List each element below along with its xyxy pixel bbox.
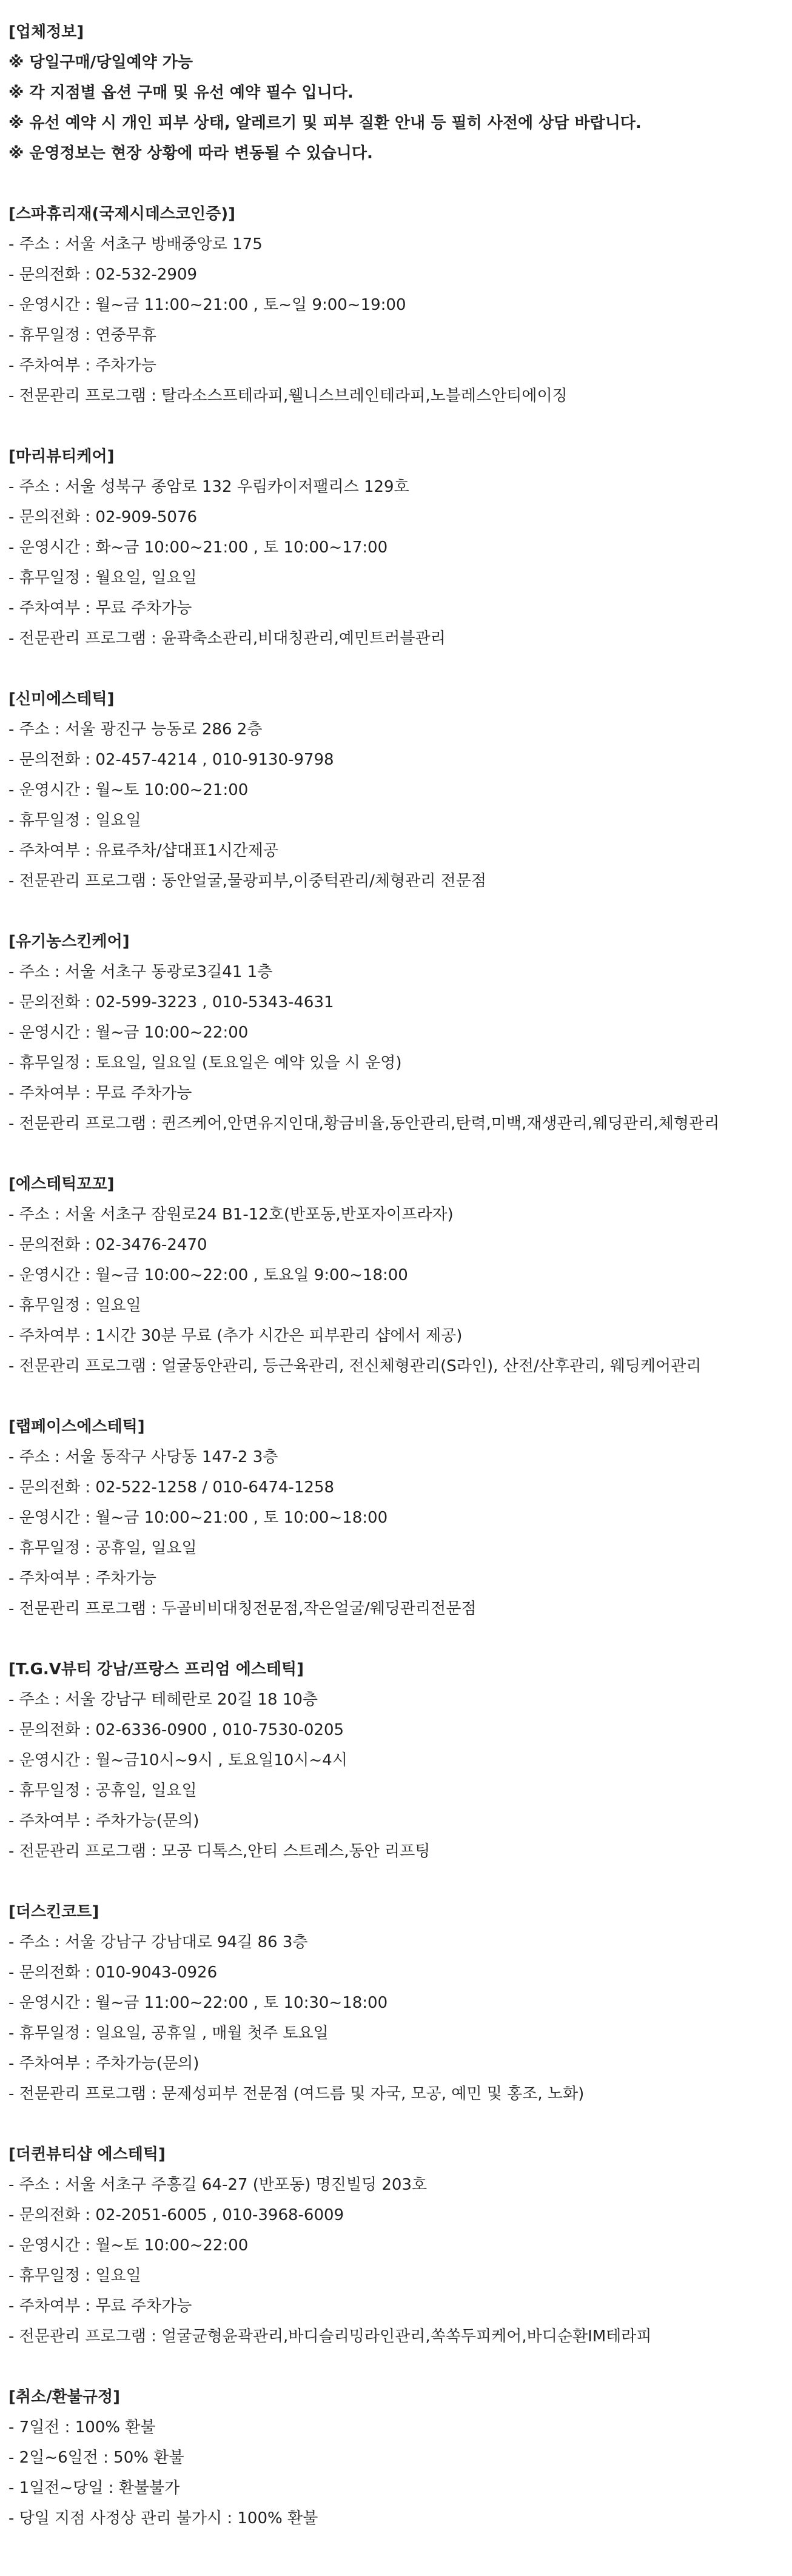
shop-programs: - 전문관리 프로그램 : 동안얼굴,물광피부,이중턱관리/체형관리 전문점 — [8, 872, 487, 890]
shop-section — [8, 1412, 792, 1624]
shop-phone: - 문의전화 : 02-3476-2470 — [8, 1236, 207, 1254]
shop-parking: - 주차여부 : 1시간 30분 무료 (추가 시간은 피부관리 샵에서 제공) — [8, 1327, 463, 1345]
shop-phone: - 문의전화 : 02-599-3223 , 010-5343-4631 — [8, 993, 334, 1011]
intro-heading: [업체정보] — [8, 23, 84, 41]
refund-policy-title: [취소/환불규정] — [8, 2388, 120, 2406]
shop-title: [스파휴리재(국제시데스코인증)] — [8, 205, 236, 223]
shop-programs: - 전문관리 프로그램 : 탈라소스프테라피,웰니스브레인테라피,노블레스안티에이징 — [8, 387, 568, 405]
shop-title: [마리뷰티케어] — [8, 448, 115, 466]
shop-address: - 주소 : 서울 동작구 사당동 147-2 3층 — [8, 1448, 278, 1466]
shop-parking: - 주차여부 : 주차가능 — [8, 1569, 156, 1588]
refund-rule: - 2일~6일전 : 50% 환불 — [8, 2449, 184, 2467]
shop-title: [랩페이스에스테틱] — [8, 1418, 145, 1436]
shop-address: - 주소 : 서울 강남구 테헤란로 20길 18 10층 — [8, 1691, 318, 1709]
shop-address: - 주소 : 서울 서초구 잠원로24 B1-12호(반포동,반포자이프라자) — [8, 1206, 454, 1224]
shop-section — [8, 2139, 792, 2352]
shop-hours: - 운영시간 : 월~금 10:00~22:00 — [8, 1024, 249, 1042]
shop-section — [8, 441, 792, 654]
shop-hours: - 운영시간 : 월~금 10:00~22:00 , 토요일 9:00~18:00 — [8, 1266, 408, 1284]
shop-hours: - 운영시간 : 월~금 10:00~21:00 , 토 10:00~18:00 — [8, 1509, 388, 1527]
shop-closed-days: - 휴무일정 : 일요일 — [8, 811, 141, 830]
shop-programs: - 전문관리 프로그램 : 얼굴균형윤곽관리,바디슬리밍라인관리,쏙쏙두피케어,바디순환IM테라피 — [8, 2327, 652, 2346]
shop-closed-days: - 휴무일정 : 토요일, 일요일 (토요일은 예약 있을 시 운영) — [8, 1054, 402, 1072]
shop-parking: - 주차여부 : 주차가능(문의) — [8, 1812, 200, 1830]
shop-section — [8, 199, 792, 411]
shop-closed-days: - 휴무일정 : 일요일, 공휴일 , 매월 첫주 토요일 — [8, 2024, 329, 2042]
shop-section — [8, 684, 792, 896]
shop-hours: - 운영시간 : 월~금 11:00~21:00 , 토~일 9:00~19:00 — [8, 296, 406, 314]
shop-hours: - 운영시간 : 화~금 10:00~21:00 , 토 10:00~17:00 — [8, 538, 388, 557]
shop-programs: - 전문관리 프로그램 : 모공 디톡스,안티 스트레스,동안 리프팅 — [8, 1842, 431, 1860]
shop-title: [유기농스킨케어] — [8, 933, 130, 951]
shop-address: - 주소 : 서울 서초구 동광로3길41 1층 — [8, 963, 273, 981]
shop-parking: - 주차여부 : 유료주차/샵대표1시간제공 — [8, 842, 278, 860]
shop-closed-days: - 휴무일정 : 공휴일, 일요일 — [8, 1782, 197, 1800]
shop-programs: - 전문관리 프로그램 : 문제성피부 전문점 (여드름 및 자국, 모공, 예민 및 홍조, 노화) — [8, 2085, 585, 2103]
shop-title: [T.G.V뷰티 강남/프랑스 프리엄 에스테틱] — [8, 1660, 304, 1679]
intro-note: ※ 운영정보는 현장 상황에 따라 변동될 수 있습니다. — [8, 144, 373, 163]
shop-closed-days: - 휴무일정 : 월요일, 일요일 — [8, 569, 197, 587]
shop-title: [더퀸뷰티샵 에스테틱] — [8, 2145, 166, 2164]
shop-phone: - 문의전화 : 02-6336-0900 , 010-7530-0205 — [8, 1721, 344, 1739]
shop-parking: - 주차여부 : 무료 주차가능 — [8, 1084, 192, 1102]
shop-section — [8, 927, 792, 1139]
shop-phone: - 문의전화 : 010-9043-0926 — [8, 1964, 218, 1982]
shop-closed-days: - 휴무일정 : 일요일 — [8, 1296, 141, 1315]
shop-address: - 주소 : 서울 강남구 강남대로 94길 86 3층 — [8, 1933, 308, 1951]
shop-address: - 주소 : 서울 서초구 방배중앙로 175 — [8, 235, 263, 253]
shop-phone: - 문의전화 : 02-532-2909 — [8, 266, 198, 284]
shop-parking: - 주차여부 : 주차가능(문의) — [8, 2054, 200, 2073]
intro-note: ※ 유선 예약 시 개인 피부 상태, 알레르기 및 피부 질환 안내 등 필히 사전에 상담 바랍니다. — [8, 114, 642, 132]
refund-policy-section — [8, 2382, 792, 2534]
refund-rule: - 당일 지점 사정상 관리 불가시 : 100% 환불 — [8, 2509, 318, 2527]
shop-address: - 주소 : 서울 광진구 능동로 286 2층 — [8, 720, 263, 739]
shop-title: [신미에스테틱] — [8, 690, 115, 708]
refund-rule: - 1일전~당일 : 환불불가 — [8, 2479, 180, 2497]
shop-parking: - 주차여부 : 무료 주차가능 — [8, 599, 192, 617]
shop-hours: - 운영시간 : 월~금 11:00~22:00 , 토 10:30~18:00 — [8, 1994, 388, 2012]
shop-title: [더스킨코트] — [8, 1903, 99, 1921]
shop-closed-days: - 휴무일정 : 공휴일, 일요일 — [8, 1539, 197, 1557]
shop-section — [8, 1169, 792, 1381]
shop-hours: - 운영시간 : 월~금10시~9시 , 토요일10시~4시 — [8, 1751, 347, 1769]
shop-phone: - 문의전화 : 02-457-4214 , 010-9130-9798 — [8, 751, 334, 769]
shop-closed-days: - 휴무일정 : 일요일 — [8, 2267, 141, 2285]
shop-section — [8, 1654, 792, 1867]
shop-hours: - 운영시간 : 월~토 10:00~22:00 — [8, 2236, 249, 2255]
shop-title: [에스테틱꼬꼬] — [8, 1175, 115, 1193]
shop-programs: - 전문관리 프로그램 : 두골비비대칭전문점,작은얼굴/웨딩관리전문점 — [8, 1600, 477, 1618]
shop-address: - 주소 : 서울 성북구 종암로 132 우림카이저팰리스 129호 — [8, 478, 409, 496]
shop-section — [8, 1897, 792, 2109]
shop-parking: - 주차여부 : 무료 주차가능 — [8, 2297, 192, 2315]
shop-phone: - 문의전화 : 02-2051-6005 , 010-3968-6009 — [8, 2206, 344, 2224]
intro-section — [8, 17, 792, 169]
intro-note: ※ 당일구매/당일예약 가능 — [8, 53, 193, 72]
shop-phone: - 문의전화 : 02-909-5076 — [8, 508, 198, 526]
refund-rule: - 7일전 : 100% 환불 — [8, 2418, 156, 2437]
shop-phone: - 문의전화 : 02-522-1258 / 010-6474-1258 — [8, 1478, 335, 1497]
shop-parking: - 주차여부 : 주차가능 — [8, 357, 156, 375]
shop-programs: - 전문관리 프로그램 : 윤곽축소관리,비대칭관리,예민트러블관리 — [8, 629, 446, 648]
shop-programs: - 전문관리 프로그램 : 퀸즈케어,안면유지인대,황금비율,동안관리,탄력,미백,재생관리,웨딩관리,체형관리 — [8, 1115, 720, 1133]
intro-note: ※ 각 지점별 옵션 구매 및 유선 예약 필수 입니다. — [8, 84, 354, 102]
shop-programs: - 전문관리 프로그램 : 얼굴동안관리, 등근육관리, 전신체형관리(S라인), 산전/산후관리, 웨딩케어관리 — [8, 1357, 702, 1375]
shop-closed-days: - 휴무일정 : 연중무휴 — [8, 326, 156, 344]
shop-address: - 주소 : 서울 서초구 주흥길 64-27 (반포동) 명진빌딩 203호 — [8, 2176, 428, 2194]
shop-hours: - 운영시간 : 월~토 10:00~21:00 — [8, 781, 249, 799]
